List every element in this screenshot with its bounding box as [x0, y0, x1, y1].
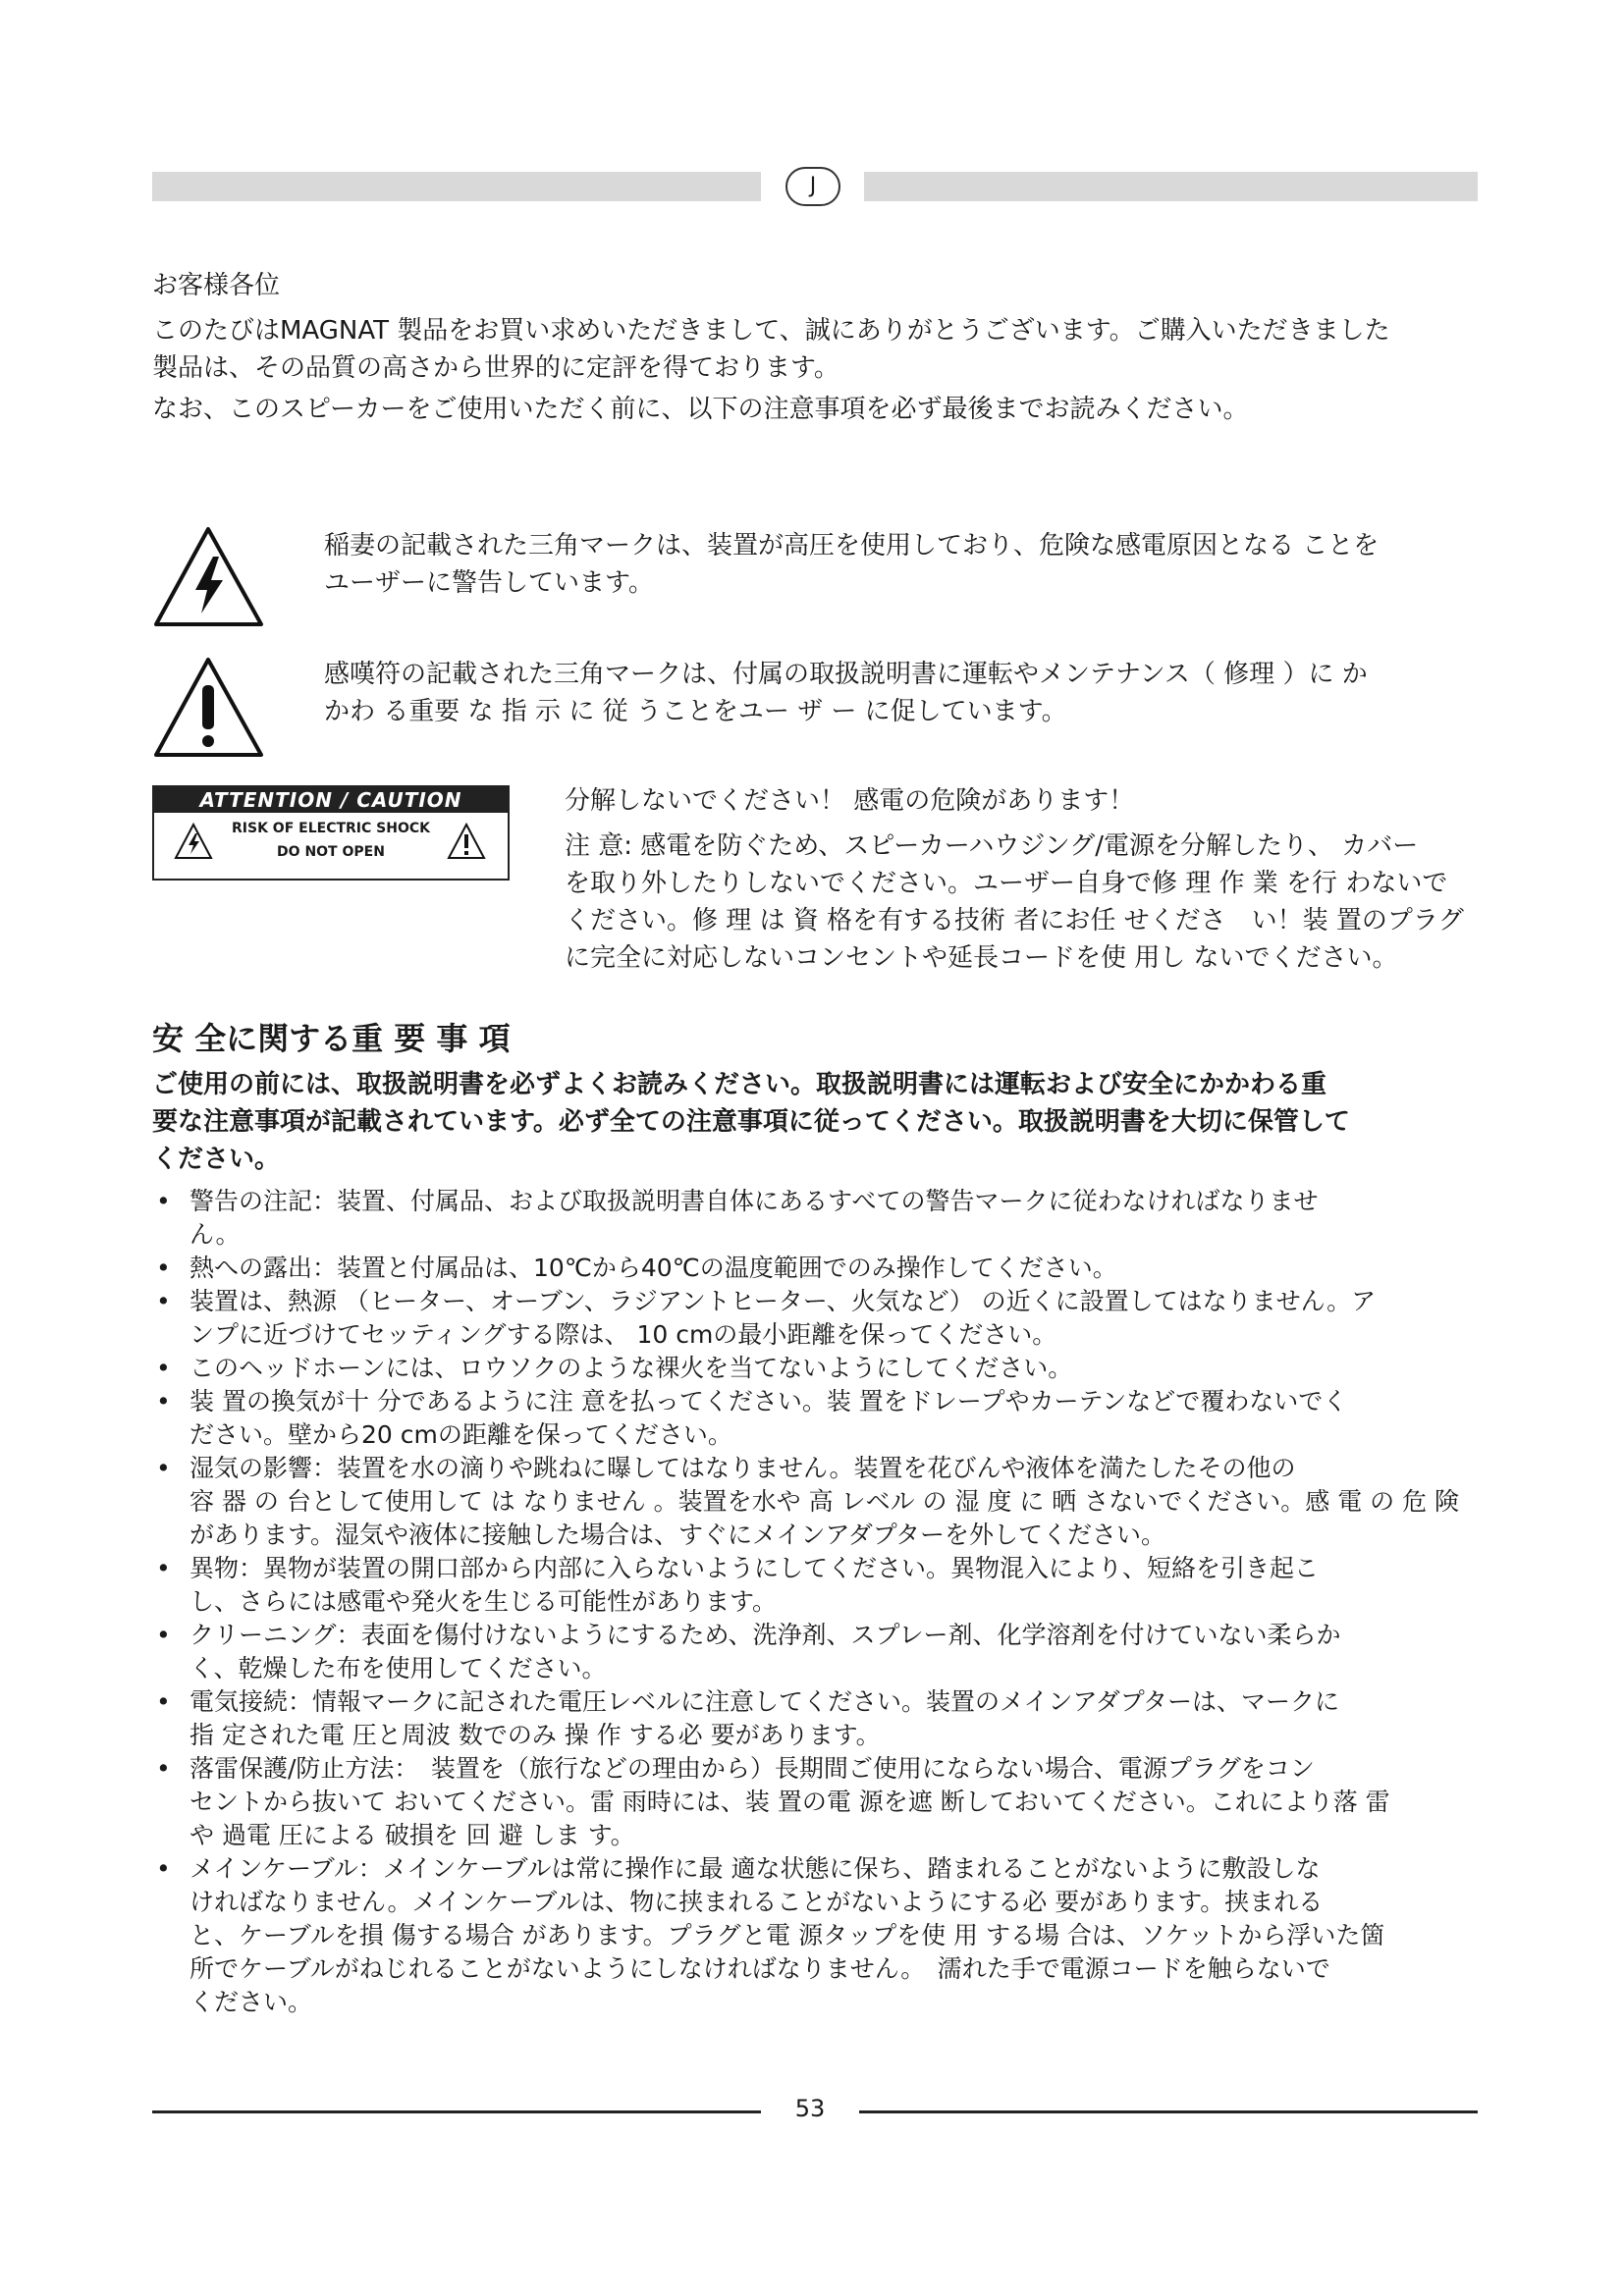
warning-line: ユーザーに警告しています。	[324, 568, 654, 598]
warning-line: かわ る重要 な 指 示 に 従 うことをユー ザ ー に促しています。	[324, 697, 1067, 726]
caution-line: 分解しないでください！ 感電の危険があります！	[565, 786, 1135, 816]
caution-label-header: ATTENTION / CAUTION	[154, 787, 508, 813]
bullet-icon: •	[156, 1754, 171, 1783]
list-item	[152, 1552, 1527, 1619]
list-item	[152, 1852, 1527, 2019]
list-item	[152, 1352, 1527, 1385]
footer-rule-left	[152, 2110, 761, 2113]
bullet-icon: •	[156, 1621, 171, 1649]
caution-line: に完全に対応しないコンセントや延長コードを使 用し ないでください。	[565, 943, 1398, 973]
bullet-icon: •	[156, 1354, 171, 1382]
list-item-line: 装置は、熱源 （ヒーター、オーブン、ラジアントヒーター、火気など） の近くに設置してはなりません。ア	[189, 1287, 1377, 1315]
list-item-line: 異物：異物が装置の開口部から内部に入らないようにしてください。異物混入により、短絡を引き起こ	[189, 1554, 1320, 1582]
header-band-left	[152, 172, 761, 201]
list-item-line: ければなりません。メインケーブルは、物に挟まれることがないようにする必 要があります。挟まれる	[189, 1888, 1324, 1916]
list-item-line: と、ケーブルを損 傷する場合 があります。プラグと電 源タップを使 用 する場 合は、ソケットから浮いた箇	[189, 1921, 1385, 1949]
bullet-icon: •	[156, 1387, 171, 1415]
list-item	[152, 1385, 1527, 1452]
warning-line: 感嘆符の記載された三角マークは、付属の取扱説明書に運転やメンテナンス（ 修理 ）に か	[324, 660, 1368, 689]
intro-line: お客様各位	[152, 271, 281, 300]
language-badge: J	[785, 167, 840, 206]
list-item-line: このヘッドホーンには、ロウソクのような裸火を当てないようにしてください。	[189, 1354, 1073, 1382]
list-item-line: や 過電 圧による 破損を 回 避 しま す。	[189, 1821, 635, 1849]
list-item-line: があります。湿気や液体に接触した場合は、すぐにメインアダプターを外してください。	[189, 1521, 1166, 1549]
list-item	[152, 1685, 1527, 1752]
list-item-line: メインケーブル：メインケーブルは常に操作に最 適な状態に保ち、踏まれることがないように敷設しな	[189, 1854, 1321, 1883]
safety-intro-line: 要な注意事項が記載されています。必ず全ての注意事項に従ってください。取扱説明書を大切に保管して	[152, 1107, 1350, 1137]
caution-line: 注 意: 感電を防ぐため、スピーカーハウジング/電源を分解したり、 カバー	[565, 831, 1419, 861]
page-number: 53	[794, 2095, 826, 2122]
list-item-line: 警告の注記：装置、付属品、および取扱説明書自体にあるすべての警告マークに従わなければなりませ	[189, 1187, 1319, 1215]
list-item-line: セントから抜いて おいてください。雷 雨時には、装 置の電 源を遮 断しておいてください。これにより落 雷	[189, 1788, 1390, 1816]
caution-line: を取り外したりしないでください。ユーザー自身で修 理 作 業 を行 わないで	[565, 869, 1448, 898]
list-item-line: し、さらには感電や発火を生じる可能性があります。	[189, 1587, 778, 1616]
bullet-icon: •	[156, 1854, 171, 1883]
safety-intro	[152, 1066, 1350, 1178]
list-item	[152, 1752, 1527, 1852]
list-item-line: 装 置の換気が十 分であるように注 意を払ってください。装 置をドレープやカーテンなどで覆わないでく	[189, 1387, 1348, 1415]
list-item-line: ください。	[189, 1988, 313, 2016]
list-item-line: ん。	[189, 1220, 241, 1249]
list-item-line: ンプに近づけてセッティングする際は、 10 cmの最小距離を保ってください。	[189, 1320, 1057, 1349]
safety-intro-line: ください。	[152, 1145, 281, 1174]
bullet-icon: •	[156, 1187, 171, 1215]
footer-rule-right	[859, 2110, 1478, 2113]
lightning-warning-text	[324, 527, 1379, 602]
list-item-line: クリーニング：表面を傷付けないようにするため、洗浄剤、スプレー剤、化学溶剤を付けていない柔らか	[189, 1621, 1341, 1649]
caution-label	[152, 785, 510, 881]
list-item-line: 容 器 の 台として使用して は なりません 。装置を水や 高 レベル の 湿 度 に 晒 さないでください。感 電 の 危 険	[189, 1487, 1460, 1516]
list-item-line: 熱への露出：装置と付属品は、10℃から40℃の温度範囲でのみ操作してください。	[189, 1254, 1117, 1282]
list-item	[152, 1452, 1527, 1552]
caution-label-line: RISK OF ELECTRIC SHOCK	[232, 821, 430, 836]
intro-text	[152, 267, 1390, 428]
list-item-line: く、乾燥した布を使用してください。	[189, 1654, 607, 1682]
list-item-line: 電気接続：情報マークに記された電圧レベルに注意してください。装置のメインアダプターは、マークに	[189, 1687, 1340, 1716]
caution-line: ください。修 理 は 資 格を有する技術 者にお任 せくださ い！装 置のプラグ	[565, 906, 1464, 935]
caution-label-line: DO NOT OPEN	[277, 844, 385, 860]
caution-text	[565, 782, 1464, 977]
list-item	[152, 1185, 1527, 1252]
bullet-icon: •	[156, 1687, 171, 1716]
safety-intro-line: ご使用の前には、取扱説明書を必ずよくお読みください。取扱説明書には運転および安全にかかわる重	[152, 1070, 1327, 1099]
section-title: 安 全に関する重 要 事 項	[152, 1020, 511, 1057]
bullet-icon: •	[156, 1454, 171, 1482]
header-band-right	[864, 172, 1478, 201]
bullet-icon: •	[156, 1287, 171, 1315]
bullet-icon: •	[156, 1554, 171, 1582]
list-item-line: 所でケーブルがねじれることがないようにしなければなりません。 濡れた手で電源コードを触らないで	[189, 1954, 1330, 1983]
warning-line: 稲妻の記載された三角マークは、装置が高圧を使用しており、危険な感電原因となる ことを	[324, 531, 1380, 561]
exclamation-warning-icon	[447, 823, 486, 860]
list-item	[152, 1285, 1527, 1352]
list-item	[152, 1619, 1527, 1685]
exclamation-warning-icon	[152, 656, 265, 759]
safety-bullet-list	[152, 1185, 1527, 2019]
list-item-line: 落雷保護/防止方法： 装置を（旅行などの理由から）長期間ご使用にならない場合、電源プラグをコン	[189, 1754, 1315, 1783]
intro-line: 製品は、その品質の高さから世界的に定評を得ております。	[152, 353, 839, 383]
list-item-line: 湿気の影響：装置を水の滴りや跳ねに曝してはなりません。装置を花びんや液体を満たしたその他の	[189, 1454, 1296, 1482]
list-item	[152, 1252, 1527, 1285]
intro-line: なお、このスピーカーをご使用いただく前に、以下の注意事項を必ず最後までお読みください。	[152, 395, 1249, 424]
exclamation-warning-text	[324, 656, 1368, 730]
lightning-warning-icon	[152, 525, 265, 628]
list-item-line: ださい。壁から20 cmの距離を保ってください。	[189, 1420, 732, 1449]
list-item-line: 指 定された電 圧と周波 数でのみ 操 作 する必 要があります。	[189, 1721, 881, 1749]
intro-line: このたびはMAGNAT 製品をお買い求めいただきまして、誠にありがとうございます。ご購入いただきました	[152, 316, 1390, 346]
bullet-icon: •	[156, 1254, 171, 1282]
